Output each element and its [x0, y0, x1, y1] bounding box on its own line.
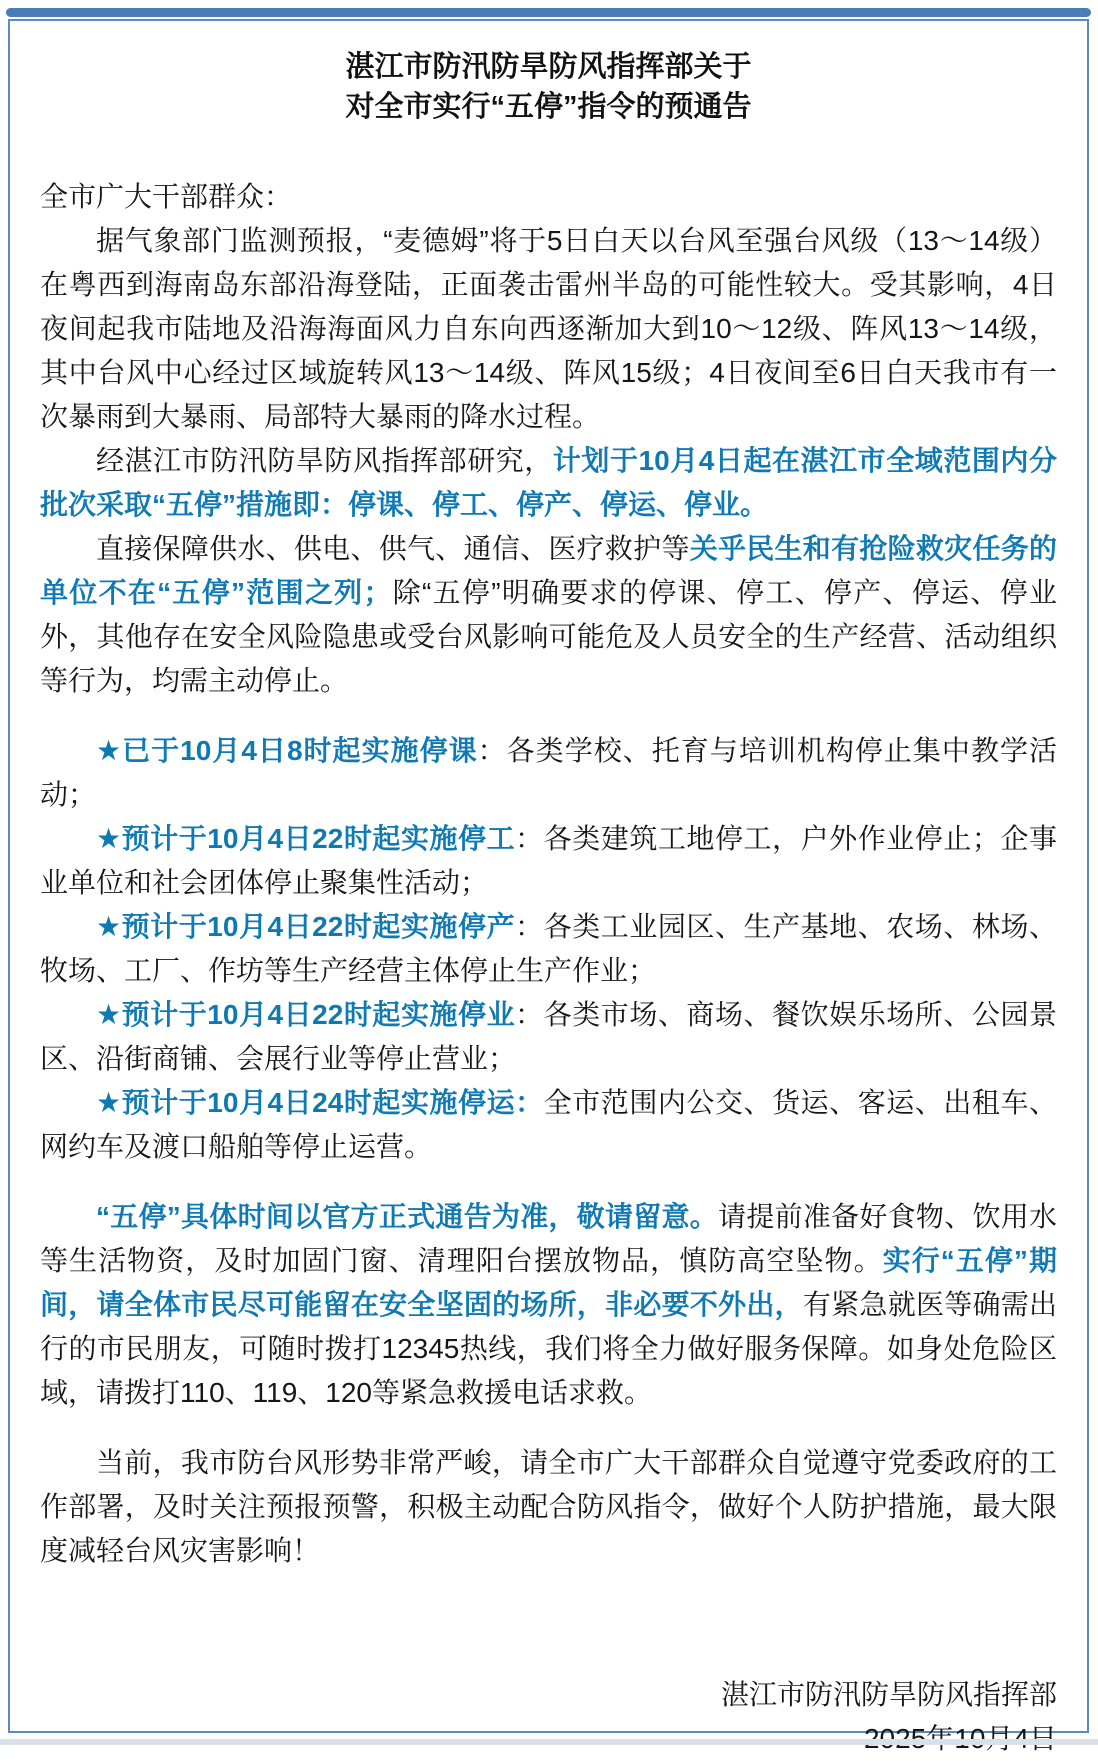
text-segment: ★预计于10月4日22时起实施停产 [96, 911, 516, 942]
text-segment: 全市范围内公交、货运、客运、出租车、网约车及渡口船舶等停止运营。 [40, 1087, 1057, 1162]
text-segment: 据气象部门监测预报，“麦德姆”将于5日白天以台风至强台风级（13～14级）在粤西到海南岛东部沿海登陆，正面袭击雷州半岛的可能性较大。受其影响，4日夜间起我市陆地及沿海海面风力自东向西逐渐加大到10～12级、阵风13～14级，其中台风中心经过区域旋转风13～14级、阵风15级；4日夜间至6日白天我市有一次暴雨到大暴雨、局部特大暴雨的降水过程。 [40, 225, 1057, 432]
text-segment: ★预计于10月4日24时起实施停运： [96, 1087, 544, 1118]
text-segment: 直接保障供水、供电、供气、通信、医疗救护等 [96, 533, 690, 564]
text-segment: “五停”具体时间以官方正式通告为准，敬请留意。 [96, 1201, 719, 1232]
bottom-edge-strip [0, 1739, 1098, 1745]
text-segment: 当前，我市防台风形势非常严峻，请全市广大干部群众自觉遵守党委政府的工作部署，及时关注预报预警，积极主动配合防风指令，做好个人防护措施，最大限度减轻台风灾害影响！ [40, 1447, 1057, 1566]
top-accent-bar [6, 8, 1091, 17]
paragraph-five-stop-plan [40, 439, 1057, 527]
paragraph-forecast [40, 219, 1057, 439]
title-line-1: 湛江市防汛防旱防风指挥部关于 [345, 51, 752, 83]
text-segment: 请提前准备好食物、饮用水等生活物资，及时加固门窗、清理阳台摆放物品，慎防高空坠物。 [40, 1201, 1057, 1276]
paragraph-exemptions [40, 527, 1057, 703]
bullet-stop-business [40, 993, 1057, 1081]
signature-block [40, 1673, 1057, 1761]
text-segment: 有紧急就医等确需出行的市民朋友，可随时拨打12345热线，我们将全力做好服务保障。如身处危险区域，请拨打110、119、120等紧急救援电话求救。 [40, 1289, 1057, 1408]
text-segment: 计划于10月4日起在湛江市全域范围内分批次采取“五停”措施即：停课、停工、停产、停运、停业。 [40, 445, 1057, 520]
signature-org: 湛江市防汛防旱防风指挥部 [720, 1679, 1057, 1710]
text-segment: 经湛江市防汛防旱防风指挥部研究， [96, 445, 553, 476]
bullet-stop-transport [40, 1081, 1057, 1169]
bullet-stop-production [40, 905, 1057, 993]
text-segment: ★预计于10月4日22时起实施停业 [96, 999, 516, 1030]
bullet-stop-work [40, 817, 1057, 905]
text-segment: ★预计于10月4日22时起实施停工 [96, 823, 516, 854]
text-segment: 关乎民生和有抢险救灾任务的单位不在“五停”范围之列； [40, 533, 1057, 608]
text-segment: 实行“五停”期间，请全体市民尽可能留在安全坚固的场所，非必要不外出， [40, 1245, 1057, 1320]
text-segment: ：各类建筑工地停工，户外作业停止；企事业单位和社会团体停止聚集性活动； [40, 823, 1057, 898]
page-title [40, 47, 1057, 127]
text-segment: ：各类学校、托育与培训机构停止集中教学活动； [40, 735, 1057, 810]
text-segment: ：各类市场、商场、餐饮娱乐场所、公园景区、沿街商铺、会展行业等停止营业； [40, 999, 1057, 1074]
text-segment: ：各类工业园区、生产基地、农场、林场、牧场、工厂、作坊等生产经营主体停止生产作业； [40, 911, 1057, 986]
text-segment: 除“五停”明确要求的停课、停工、停产、停运、停业外，其他存在安全风险隐患或受台风影响可能危及人员安全的生产经营、活动组织等行为，均需主动停止。 [40, 577, 1057, 696]
paragraph-closing-appeal [40, 1441, 1057, 1573]
bullet-stop-classes [40, 729, 1057, 817]
text-segment: ★已于10月4日8时起实施停课 [96, 735, 478, 766]
salutation: 全市广大干部群众： [40, 181, 293, 212]
paragraph-preparation-advice [40, 1195, 1057, 1415]
title-line-2: 对全市实行“五停”指令的预通告 [345, 91, 752, 123]
notice-document [8, 19, 1089, 1733]
